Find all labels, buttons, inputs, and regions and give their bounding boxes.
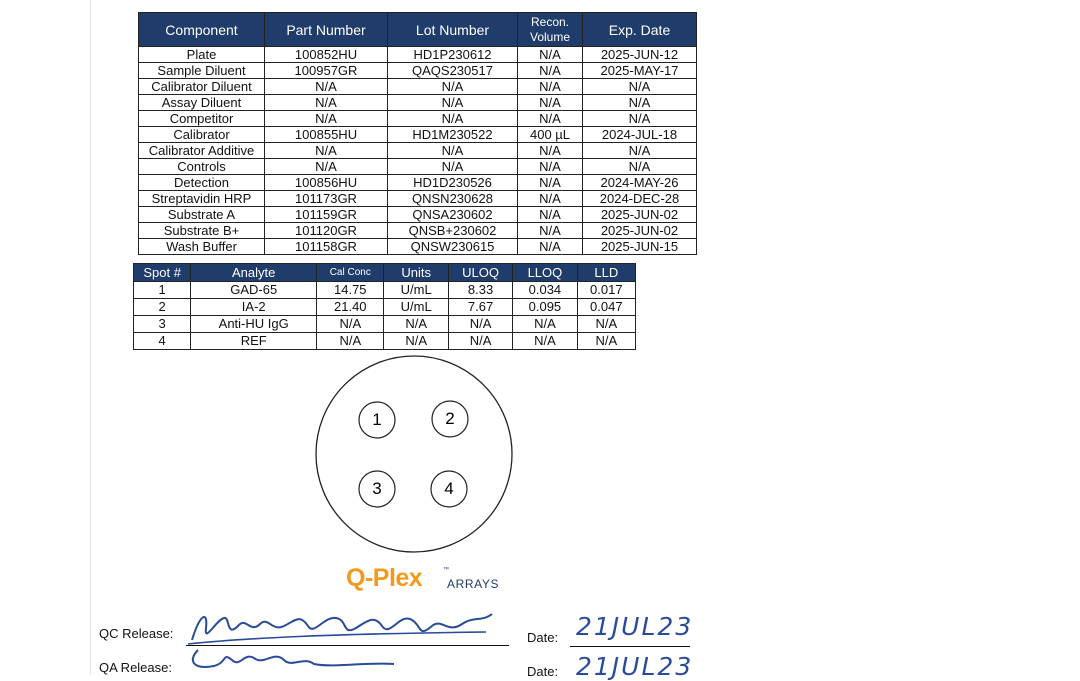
component-row xyxy=(139,79,697,95)
component-row xyxy=(139,207,697,223)
cell-spot: 1 xyxy=(134,282,191,299)
col-header-part-number: Part Number xyxy=(265,13,388,47)
component-row xyxy=(139,175,697,191)
col-header-recon-volume: Recon. Volume xyxy=(518,13,583,47)
cell-exp-date: N/A xyxy=(583,143,697,159)
spot-3-label: 3 xyxy=(372,479,382,498)
cell-recon-volume: N/A xyxy=(518,175,583,191)
col-header-component: Component xyxy=(139,13,265,47)
cell-exp-date: N/A xyxy=(583,159,697,175)
cell-analyte: Anti-HU IgG xyxy=(191,316,317,333)
cell-component: Sample Diluent xyxy=(139,63,265,79)
qc-signature xyxy=(186,604,506,649)
cell-lot-number: QNSB+230602 xyxy=(388,223,518,239)
cell-part-number: 100957GR xyxy=(265,63,388,79)
cell-part-number: 101159GR xyxy=(265,207,388,223)
cell-component: Calibrator Diluent xyxy=(139,79,265,95)
col-header-analyte: Analyte xyxy=(191,264,317,282)
cell-lloq: 0.095 xyxy=(513,299,577,316)
cell-exp-date: 2025-JUN-15 xyxy=(583,239,697,255)
col-header-uloq: ULOQ xyxy=(448,264,512,282)
component-row xyxy=(139,191,697,207)
cell-exp-date: 2025-MAY-17 xyxy=(583,63,697,79)
cell-component: Wash Buffer xyxy=(139,239,265,255)
logo-trademark: ™ xyxy=(443,567,449,573)
spot-1 xyxy=(359,402,395,438)
qa-date-value: 21JUL23 xyxy=(576,652,694,681)
qc-date-line xyxy=(570,646,690,647)
cell-component: Calibrator xyxy=(139,127,265,143)
cell-component: Streptavidin HRP xyxy=(139,191,265,207)
logo-suffix: ARRAYS xyxy=(447,577,500,591)
cell-lot-number: N/A xyxy=(388,111,518,127)
component-row xyxy=(139,239,697,255)
cell-part-number: N/A xyxy=(265,79,388,95)
cell-exp-date: N/A xyxy=(583,111,697,127)
logo-brand: Q-Plex xyxy=(346,564,423,592)
qplex-arrays-logo xyxy=(346,564,506,594)
spot-2 xyxy=(432,401,468,437)
cell-exp-date: 2024-JUL-18 xyxy=(583,127,697,143)
cell-recon-volume: N/A xyxy=(518,159,583,175)
spot-3 xyxy=(359,471,395,507)
cell-part-number: 101158GR xyxy=(265,239,388,255)
cell-recon-volume: N/A xyxy=(518,95,583,111)
cell-cal-conc: 14.75 xyxy=(317,282,384,299)
component-row xyxy=(139,223,697,239)
cell-units: N/A xyxy=(384,316,448,333)
cell-lld: N/A xyxy=(577,316,635,333)
cell-part-number: 101120GR xyxy=(265,223,388,239)
analyte-row xyxy=(134,299,636,316)
analyte-table xyxy=(133,263,636,350)
cell-component: Detection xyxy=(139,175,265,191)
component-row xyxy=(139,143,697,159)
cell-lot-number: N/A xyxy=(388,159,518,175)
cell-part-number: N/A xyxy=(265,159,388,175)
cell-recon-volume: N/A xyxy=(518,223,583,239)
cell-lot-number: HD1D230526 xyxy=(388,175,518,191)
cell-part-number: N/A xyxy=(265,95,388,111)
cell-recon-volume: N/A xyxy=(518,47,583,63)
page-edge-divider xyxy=(90,0,91,675)
component-row xyxy=(139,47,697,63)
cell-part-number: 101173GR xyxy=(265,191,388,207)
cell-part-number: N/A xyxy=(265,143,388,159)
component-row xyxy=(139,159,697,175)
components-table xyxy=(138,12,697,255)
cell-component: Controls xyxy=(139,159,265,175)
cell-lld: 0.017 xyxy=(577,282,635,299)
qc-release-label: QC Release: xyxy=(99,626,174,641)
cell-recon-volume: N/A xyxy=(518,239,583,255)
cell-recon-volume: N/A xyxy=(518,191,583,207)
cell-lld: 0.047 xyxy=(577,299,635,316)
cell-lot-number: N/A xyxy=(388,79,518,95)
well-outline xyxy=(316,356,512,552)
cell-exp-date: 2025-JUN-12 xyxy=(583,47,697,63)
analyte-header-row xyxy=(134,264,636,282)
col-header-cal-conc: Cal Conc xyxy=(317,264,384,282)
spot-4-label: 4 xyxy=(444,479,454,498)
analyte-row xyxy=(134,316,636,333)
cell-part-number: 100852HU xyxy=(265,47,388,63)
cell-units: U/mL xyxy=(384,282,448,299)
cell-recon-volume: N/A xyxy=(518,143,583,159)
component-row xyxy=(139,111,697,127)
col-header-spot: Spot # xyxy=(134,264,191,282)
cell-analyte: REF xyxy=(191,333,317,350)
col-header-exp-date: Exp. Date xyxy=(583,13,697,47)
cell-lloq: N/A xyxy=(513,316,577,333)
well-spot-diagram xyxy=(314,355,514,555)
cell-component: Plate xyxy=(139,47,265,63)
cell-uloq: 8.33 xyxy=(448,282,512,299)
cell-uloq: N/A xyxy=(448,333,512,350)
component-row xyxy=(139,127,697,143)
analyte-row xyxy=(134,333,636,350)
cell-exp-date: 2025-JUN-02 xyxy=(583,223,697,239)
cell-spot: 2 xyxy=(134,299,191,316)
cell-component: Competitor xyxy=(139,111,265,127)
cell-recon-volume: 400 µL xyxy=(518,127,583,143)
cell-spot: 3 xyxy=(134,316,191,333)
cell-lot-number: QNSN230628 xyxy=(388,191,518,207)
cell-component: Substrate A xyxy=(139,207,265,223)
spot-2-label: 2 xyxy=(445,409,455,428)
col-header-lot-number: Lot Number xyxy=(388,13,518,47)
qa-release-label: QA Release: xyxy=(99,660,172,675)
cell-lot-number: N/A xyxy=(388,95,518,111)
cell-recon-volume: N/A xyxy=(518,207,583,223)
component-row xyxy=(139,63,697,79)
qa-signature xyxy=(184,646,404,675)
cell-exp-date: 2024-DEC-28 xyxy=(583,191,697,207)
component-row xyxy=(139,95,697,111)
cell-analyte: IA-2 xyxy=(191,299,317,316)
cell-recon-volume: N/A xyxy=(518,79,583,95)
col-header-lloq: LLOQ xyxy=(513,264,577,282)
cell-cal-conc: N/A xyxy=(317,316,384,333)
cell-analyte: GAD-65 xyxy=(191,282,317,299)
cell-units: N/A xyxy=(384,333,448,350)
cell-lot-number: QNSA230602 xyxy=(388,207,518,223)
analyte-row xyxy=(134,282,636,299)
cell-exp-date: 2025-JUN-02 xyxy=(583,207,697,223)
spot-4 xyxy=(431,471,467,507)
cell-lot-number: HD1M230522 xyxy=(388,127,518,143)
components-header-row xyxy=(139,13,697,47)
qa-date-label: Date: xyxy=(527,664,559,679)
cell-lloq: N/A xyxy=(513,333,577,350)
cell-part-number: 100855HU xyxy=(265,127,388,143)
qc-date-value: 21JUL23 xyxy=(576,612,694,641)
cell-recon-volume: N/A xyxy=(518,111,583,127)
cell-component: Assay Diluent xyxy=(139,95,265,111)
spot-1-label: 1 xyxy=(372,410,382,429)
cell-lot-number: QNSW230615 xyxy=(388,239,518,255)
cell-lot-number: QAQS230517 xyxy=(388,63,518,79)
cell-uloq: N/A xyxy=(448,316,512,333)
col-header-lld: LLD xyxy=(577,264,635,282)
cell-component: Substrate B+ xyxy=(139,223,265,239)
cell-spot: 4 xyxy=(134,333,191,350)
cell-units: U/mL xyxy=(384,299,448,316)
cell-exp-date: N/A xyxy=(583,79,697,95)
cell-lloq: 0.034 xyxy=(513,282,577,299)
cell-exp-date: N/A xyxy=(583,95,697,111)
col-header-units: Units xyxy=(384,264,448,282)
cell-uloq: 7.67 xyxy=(448,299,512,316)
cell-part-number: 100856HU xyxy=(265,175,388,191)
cell-cal-conc: N/A xyxy=(317,333,384,350)
cell-cal-conc: 21.40 xyxy=(317,299,384,316)
cell-lot-number: N/A xyxy=(388,143,518,159)
cell-lld: N/A xyxy=(577,333,635,350)
cell-lot-number: HD1P230612 xyxy=(388,47,518,63)
cell-component: Calibrator Additive xyxy=(139,143,265,159)
cell-exp-date: 2024-MAY-26 xyxy=(583,175,697,191)
qc-date-label: Date: xyxy=(527,630,559,645)
cell-part-number: N/A xyxy=(265,111,388,127)
cell-recon-volume: N/A xyxy=(518,63,583,79)
